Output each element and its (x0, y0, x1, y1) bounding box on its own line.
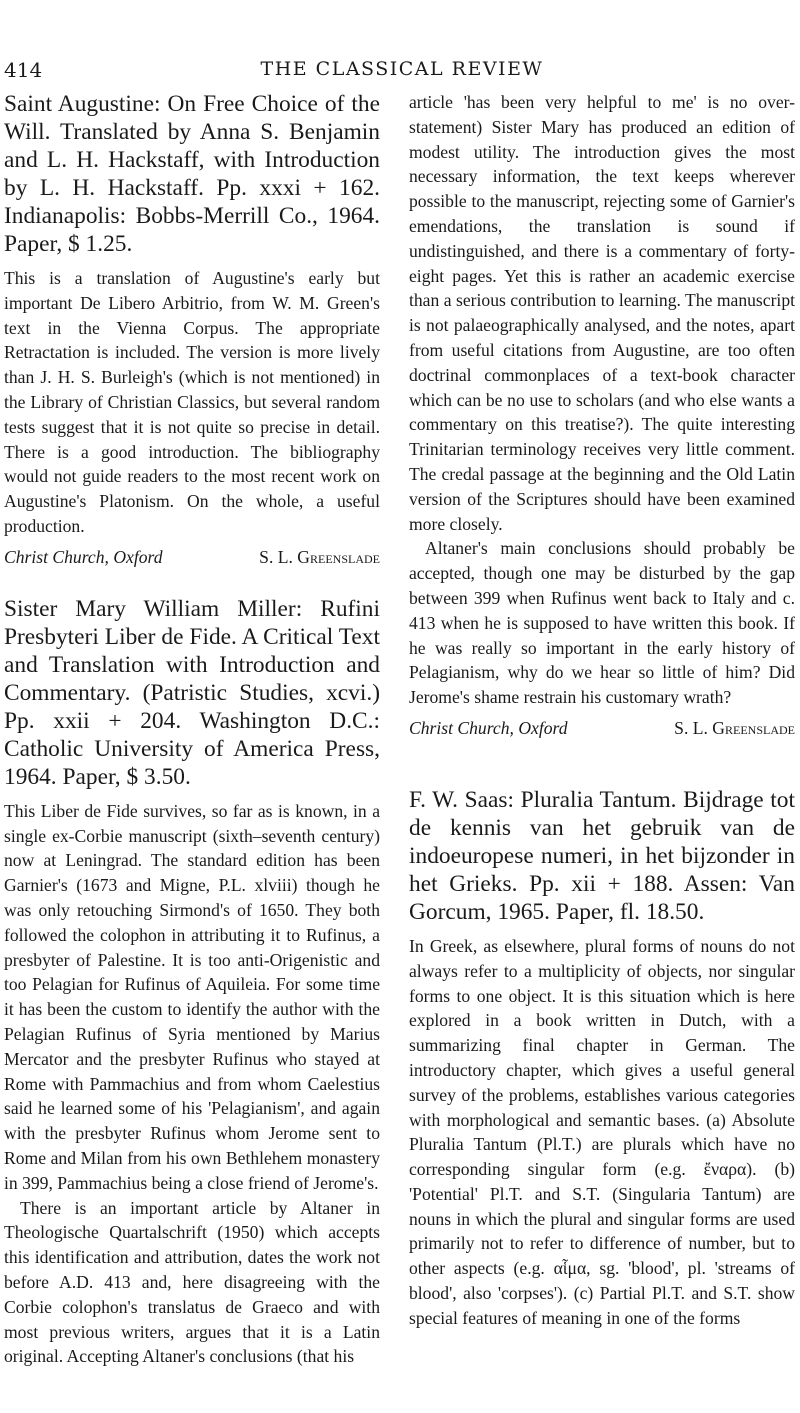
review-paragraph: This Liber de Fide survives, so far as is known, in a single ex-Corbie manuscript (sixth–seventh century) now at Leningrad. The standard edition has been Garnier's (1673 and Migne, P.L. xlviii) though he was only retouching Sirmond's of 1650. They both followed the colophon in attributing it to Rufinus, a presbyter of Palestine. It is too anti-Origenistic and too Pelagian for Rufinus of Aquileia. For some time it has been the custom to identify the author with the Pelagian Rufinus of Syria mentioned by Marius Mercator and the presbyter Rufinus who stayed at Rome with Pammachius and from whom Caelestius said he learned some of his 'Pelagianism', and again with the presbyter Rufinus whom Jerome sent to Rome and Milan from his own Bethlehem monastery in 399, Pammachius being a close friend of Jerome's. (4, 800, 380, 1193)
reviewer-institution: Christ Church, Oxford (409, 717, 568, 738)
reviewer-institution: Christ Church, Oxford (4, 546, 163, 567)
review-saas (409, 786, 795, 1331)
review-signature (409, 716, 795, 740)
right-column (409, 90, 795, 1331)
review-rufini-continued (409, 90, 795, 740)
review-separator (409, 740, 795, 786)
review-separator (4, 569, 380, 595)
reviewer-name: S. L. Greenslade (674, 717, 795, 738)
review-paragraph: Altaner's main conclusions should probably be accepted, though one may be disturbed by the gap between 399 when Rufinus went back to Italy and c. 413 when he is supposed to have written this book. If he was really so important in the early history of Pelagianism, why do we hear so little of him? Did Jerome's shame restrain his customary wrath? (409, 538, 795, 708)
review-heading: F. W. Saas: Pluralia Tantum. Bijdrage tot de kennis van het gebruik van de indoeuropese numeri, in het bijzonder in het Grieks. Pp. xii + 188. Assen: Van Gorcum, 1965. Paper, fl. 18.50. (409, 786, 795, 925)
review-body: This is a translation of Augustine's early but important De Libero Arbitrio, from W. M. Green's text in the Vienna Corpus. The appropriate Retractation is included. The version is more lively than J. H. S. Burleigh's (which is not mentioned) in the Library of Christian Classics, but several random tests suggest that it is not quite so precise in detail. There is a good introduction. The bibliography would not guide readers to the most recent work on Augustine's Platonism. On the whole, a useful production. (4, 268, 380, 536)
review-signature (4, 545, 380, 569)
review-rufini (4, 595, 380, 1369)
review-body: In Greek, as elsewhere, plural forms of nouns do not always refer to a multiplicity of objects, nor singular forms to one object. It is this situation which is here explored in a book written in Dutch, with a summarizing final chapter in German. The introductory chapter, which gives a useful general survey of the problems, establishes various categories with morphological and semantic bases. (a) Absolute Pluralia Tantum (Pl.T.) are plurals which have no corresponding singular form (e.g. ἔναρα). (b) 'Potential' Pl.T. and S.T. (Singularia Tantum) are nouns in which the plural and singular forms are used primarily not to refer to difference of number, but to other aspects (e.g. αἷμα, sg. 'blood', pl. 'streams of blood', also 'corpses'). (c) Partial Pl.T. and S.T. show special features of meaning in one of the forms (409, 935, 795, 1328)
review-augustine (4, 90, 380, 569)
left-column (4, 90, 380, 1369)
page-number: 414 (4, 58, 43, 82)
review-paragraph: There is an important article by Altaner in Theologische Quartalschrift (1950) which accepts this identification and attribution, dates the work not before A.D. 413 and, here disagreeing with the Corbie colophon's translatus de Graeco and with most previous writers, argues that it is a Latin original. Accepting Altaner's conclusions (that his (4, 1197, 380, 1367)
running-title: THE CLASSICAL REVIEW (260, 58, 544, 80)
review-paragraph: article 'has been very helpful to me' is no over-statement) Sister Mary has produced an edition of modest utility. The introduction gives the most necessary information, the text keeps wherever possible to the manuscript, rejecting some of Garnier's emendations, the translation is sound if undistinguished, and there is a commentary of forty-eight pages. Yet this is rather an academic exercise than a serious contribution to learning. The manuscript is not palaeographically analysed, and the notes, apart from useful citations from Augustine, are too often doctrinal commonplaces of a text-book character which can be no use to scholars (and who else wants a commentary on this treatise?). The quite interesting Trinitarian terminology receives very little comment. The credal passage at the beginning and the Old Latin version of the Scriptures should have been examined more closely. (409, 92, 795, 534)
review-heading: Saint Augustine: On Free Choice of the Will. Translated by Anna S. Benjamin and L. H. Hackstaff, with Introduction by L. H. Hackstaff. Pp. xxxi + 162. Indianapolis: Bobbs-Merrill Co., 1964. Paper, $ 1.25. (4, 91, 380, 257)
review-heading: Sister Mary William Miller: Rufini Presbyteri Liber de Fide. A Critical Text and Translation with Introduction and Commentary. (Patristic Studies, xcvi.) Pp. xxii + 204. Washington D.C.: Catholic University of America Press, 1964. Paper, $ 3.50. (4, 595, 380, 790)
reviewer-name: S. L. Greenslade (259, 546, 380, 567)
page-header (4, 58, 800, 82)
